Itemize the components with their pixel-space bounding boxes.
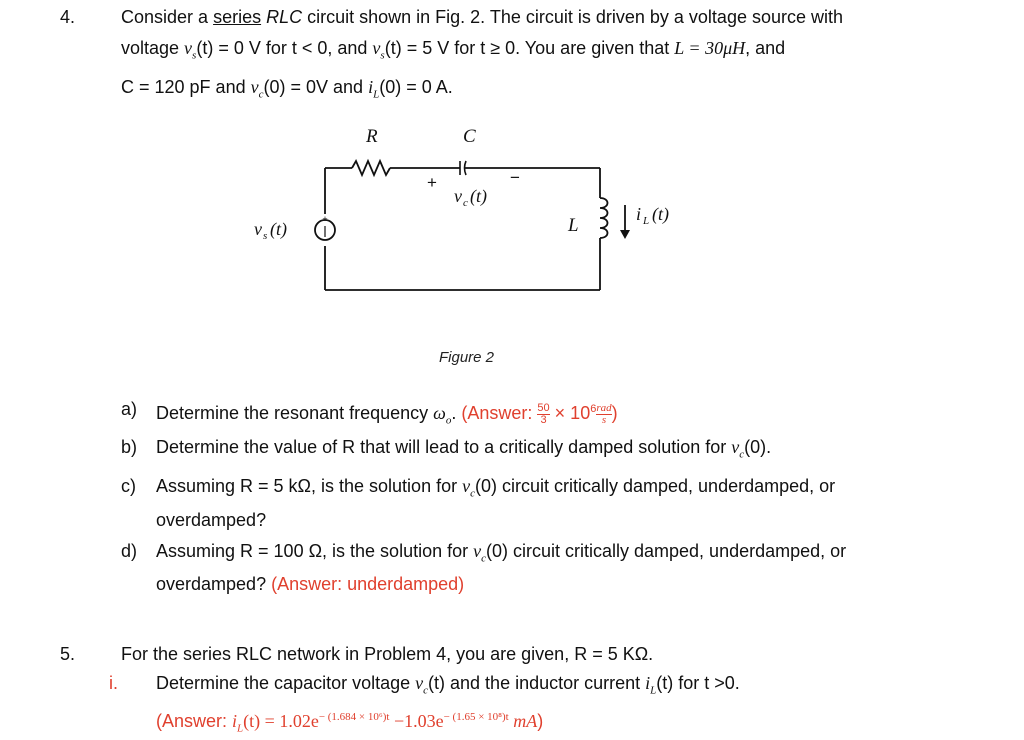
subscript: c — [470, 487, 475, 500]
vc-symbol: v — [473, 541, 482, 561]
text: Determine the value of R that will lead to a critically damped solution for — [156, 437, 732, 457]
text: (t) and the inductor current — [428, 673, 646, 693]
text: circuit shown in Fig. 2. The circuit is driven by a voltage source with — [302, 7, 844, 27]
part-d-text-line-2 — [156, 573, 464, 595]
text: Assuming R = 5 kΩ, is the solution for — [156, 476, 463, 496]
answer-suffix: ) — [537, 711, 544, 731]
vs-symbol: v — [372, 38, 381, 58]
l-label: L — [568, 215, 579, 236]
text: Determine the capacitor voltage — [156, 673, 416, 693]
il-symbol: i — [645, 673, 651, 693]
answer-equation: (t) = 1.02e — [243, 711, 319, 731]
il-symbol: i — [368, 77, 374, 97]
problem-5-line-2 — [156, 672, 740, 702]
problem-4-line-3 — [121, 76, 453, 106]
unit-denominator: s — [596, 414, 611, 426]
text: (t) = 5 V for t ≥ 0. You are given that — [384, 38, 675, 58]
subscript: c — [258, 88, 264, 101]
subscript: L — [373, 88, 380, 101]
answer-exponent-2: − (1.65 × 10⁸)t — [443, 711, 509, 723]
subscript: s — [380, 49, 385, 62]
text: voltage — [121, 38, 185, 58]
text: (t) = 0 V for t < 0, and — [196, 38, 373, 58]
plus-sign: + — [427, 173, 437, 192]
subscript: c — [739, 448, 745, 461]
il-label-t: (t) — [652, 204, 669, 224]
vc-symbol: v — [462, 476, 471, 496]
current-arrow-head — [620, 230, 630, 239]
problem-4-line-1 — [121, 6, 843, 28]
part-c-label: c) — [121, 476, 136, 496]
il-label: i — [636, 204, 642, 224]
part-b-label: b) — [121, 437, 138, 457]
circuit-diagram — [240, 118, 720, 308]
text: (0). — [744, 437, 772, 457]
text: Assuming R = 100 Ω, is the solution for — [156, 541, 474, 561]
text: (0) circuit critically damped, underdamped, or — [486, 541, 847, 561]
answer-term-2: −1.03e — [389, 711, 444, 731]
vc-label: v — [454, 186, 462, 206]
text: , and — [745, 38, 786, 58]
answer-unit — [596, 403, 611, 426]
part-c-text — [156, 475, 835, 505]
figure-caption: Figure 2 — [439, 349, 495, 366]
problem-5-number: 5. — [60, 644, 76, 664]
text: (0) circuit critically damped, underdamped, or — [474, 476, 836, 496]
vc-symbol: v — [250, 77, 259, 97]
vc-symbol: v — [731, 437, 740, 457]
il-symbol: i — [232, 711, 238, 731]
answer-exponent-1: − (1.684 × 10⁶)t — [318, 711, 390, 723]
part-d-answer: (Answer: underdamped) — [271, 574, 465, 594]
part-d-text — [156, 540, 846, 570]
problem-5-sub-label: i. — [109, 673, 118, 693]
vs-symbol: v — [184, 38, 193, 58]
text: Determine the resonant frequency — [156, 403, 434, 423]
problem-4-number: 4. — [60, 7, 76, 27]
problem-5-answer — [156, 706, 543, 740]
subscript: o — [445, 414, 452, 427]
part-b-text — [156, 436, 771, 466]
vc-symbol: v — [415, 673, 424, 693]
omega-symbol: ω — [433, 403, 446, 423]
answer-unit: mA — [508, 711, 538, 731]
subscript: L — [237, 722, 244, 735]
subscript: c — [423, 684, 429, 697]
subscript: s — [192, 49, 197, 62]
minus-sign: − — [510, 168, 520, 187]
inductor-icon — [600, 198, 608, 238]
part-a-label: a) — [121, 399, 138, 419]
text: (0) = 0V and — [263, 77, 369, 97]
subscript: c — [481, 552, 486, 565]
answer-prefix: (Answer: — [461, 403, 538, 423]
answer-fraction — [537, 403, 549, 426]
unit-numerator: rad — [596, 401, 612, 414]
il-label-sub: L — [643, 215, 650, 227]
r-label: R — [366, 126, 378, 147]
fraction-denominator: 3 — [537, 414, 549, 426]
vs-label-sub: s — [263, 230, 268, 242]
underlined-word: series — [213, 7, 262, 27]
vc-label-sub: c — [463, 197, 468, 209]
answer-prefix: (Answer: — [156, 711, 233, 731]
problem-4-line-2 — [121, 37, 785, 67]
text: overdamped? — [156, 574, 272, 594]
answer-multiplier: × 10 — [549, 403, 591, 423]
text: (t) for t >0. — [656, 673, 740, 693]
text: (0) = 0 A. — [379, 77, 453, 97]
text: Consider a — [121, 7, 214, 27]
vc-label-t: (t) — [470, 186, 487, 206]
part-d-label: d) — [121, 541, 138, 561]
answer-suffix: ) — [611, 403, 618, 423]
text: . — [451, 403, 462, 423]
answer-exponent: 6 — [590, 403, 597, 415]
source-plus-icon: + — [322, 214, 328, 224]
text: C = 120 pF and — [121, 77, 251, 97]
part-c-text-line-2: overdamped? — [156, 510, 267, 530]
part-a-text — [156, 398, 618, 432]
c-label: C — [463, 126, 476, 147]
fraction-numerator: 50 — [537, 401, 550, 414]
inductance-expression: L = 30μH — [674, 38, 746, 58]
subscript: L — [650, 684, 657, 697]
vs-label-t: (t) — [270, 219, 287, 239]
problem-5-line-1: For the series RLC network in Problem 4, you are given, R = 5 KΩ. — [121, 644, 654, 664]
resistor-icon — [352, 161, 390, 175]
italic-word: RLC — [266, 7, 303, 27]
part-a-answer — [461, 401, 618, 426]
vs-label: v — [254, 219, 262, 239]
